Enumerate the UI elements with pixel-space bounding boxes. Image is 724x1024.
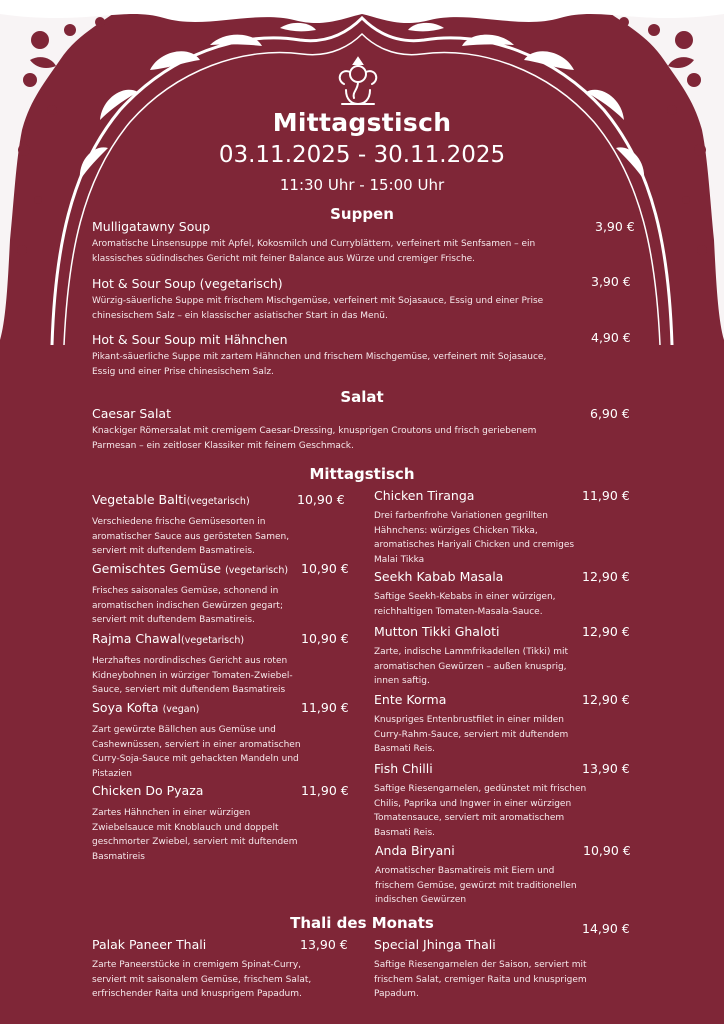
- menu-item: [375, 843, 590, 908]
- item-description: Frisches saisonales Gemüse, schonend in aromatischen indischen Gewürzen gegart; serviert mit duftendem Basmatireis.: [92, 586, 283, 625]
- item-description: Zartes Hähnchen in einer würzigen Zwiebelsauce mit Knoblauch und doppelt geschmorter Zwiebel, serviert mit duftendem Basmatireis: [92, 808, 298, 862]
- item-name: Gemischtes Gemüse (vegetarisch): [92, 561, 289, 576]
- item-price: 6,90 €: [590, 406, 630, 421]
- item-description: Zarte, indische Lammfrikadellen (Tikki) mit aromatischen Gewürzen – außen knusprig, innen saftig.: [374, 647, 569, 686]
- section-title-mittagstisch: Mittagstisch: [309, 465, 415, 483]
- menu-item: [374, 569, 589, 619]
- item-name: Vegetable Balti(vegetarisch): [92, 492, 250, 507]
- opening-hours: 11:30 Uhr - 15:00 Uhr: [279, 176, 445, 194]
- item-price: 3,90 €: [591, 274, 631, 289]
- menu-item: [374, 937, 589, 1002]
- item-price: 11,90 €: [301, 700, 349, 715]
- menu-item: [92, 406, 562, 453]
- menu-item: [92, 937, 312, 1002]
- item-description: Aromatische Linsensuppe mit Apfel, Kokosmilch und Curryblättern, verfeinert mit Senfsamen – ein klassisches südindisches Gericht mit feiner Balance aus Würze und cremiger Frische.: [92, 239, 536, 264]
- section-title-thali: Thali des Monats: [290, 914, 434, 932]
- item-price: 10,90 €: [583, 843, 631, 858]
- menu-item: [92, 276, 562, 323]
- item-price: 12,90 €: [582, 624, 630, 639]
- page-title: Mittagstisch: [272, 108, 452, 137]
- menu-item: [92, 700, 312, 781]
- item-price: 11,90 €: [582, 488, 630, 503]
- item-description: Saftige Riesengarnelen, gedünstet mit frischen Chilis, Paprika und Ingwer in einer würzigen Tomatensauce, serviert mit aromatischem Basmati Reis.: [374, 784, 587, 838]
- item-description: Knuspriges Entenbrustfilet in einer milden Curry-Rahm-Sauce, serviert mit duftendem Basmati Reis.: [374, 715, 569, 754]
- menu-item: [92, 219, 562, 266]
- item-price: 10,90 €: [301, 631, 349, 646]
- item-name: Ente Korma: [374, 692, 447, 707]
- item-description: Pikant-säuerliche Suppe mit zartem Hähnchen und frischem Mischgemüse, verfeinert mit Sojasauce, Essig und einer Prise chinesischem Salz.: [92, 352, 547, 377]
- item-name: Caesar Salat: [92, 406, 171, 421]
- item-description: Zart gewürzte Bällchen aus Gemüse und Cashewnüssen, serviert in einer aromatischen Curry-Soja-Sauce mit gehackten Mandeln und Pistazien: [92, 725, 301, 779]
- item-description: Saftige Riesengarnelen der Saison, serviert mit frischem Salat, cremiger Raita und knusprigem Papadum.: [374, 960, 587, 999]
- item-price: 11,90 €: [301, 783, 349, 798]
- item-name: Hot & Sour Soup (vegetarisch): [92, 276, 283, 291]
- menu-item: [92, 492, 312, 559]
- item-name: Special Jhinga Thali: [374, 937, 496, 952]
- menu-item: [374, 488, 589, 567]
- item-description: Zarte Paneerstücke in cremigem Spinat-Curry, serviert mit saisonalem Gemüse, frischem Salat, erfrischender Raita und knusprigem Papadum.: [92, 960, 312, 999]
- section-title-salat: Salat: [340, 388, 384, 406]
- item-description: Aromatischer Basmatireis mit Eiern und frischem Gemüse, gewürzt mit traditionellen indischen Gewürzen: [375, 866, 577, 905]
- item-name: Chicken Tiranga: [374, 488, 475, 503]
- item-name: Mulligatawny Soup: [92, 219, 211, 234]
- item-price: 10,90 €: [297, 492, 345, 507]
- item-name: Palak Paneer Thali: [92, 937, 207, 952]
- item-price: 12,90 €: [582, 569, 630, 584]
- item-name: Mutton Tikki Ghaloti: [374, 624, 500, 639]
- item-price: 10,90 €: [301, 561, 349, 576]
- item-price: 4,90 €: [591, 330, 631, 345]
- item-name: Hot & Sour Soup mit Hähnchen: [92, 332, 288, 347]
- item-name: Anda Biryani: [375, 843, 455, 858]
- menu-item: [92, 631, 312, 698]
- item-description: Saftige Seekh-Kebabs in einer würzigen, reichhaltigen Tomaten-Masala-Sauce.: [374, 592, 556, 617]
- menu-item: [92, 561, 312, 628]
- menu-item: [92, 332, 562, 379]
- date-range: 03.11.2025 - 30.11.2025: [218, 142, 506, 168]
- item-name: Seekh Kabab Masala: [374, 569, 504, 584]
- item-name: Chicken Do Pyaza: [92, 783, 204, 798]
- menu-item: [374, 624, 589, 689]
- menu-item: [374, 692, 589, 757]
- item-price: 12,90 €: [582, 692, 630, 707]
- ganesha-icon: [332, 54, 384, 108]
- item-description: Würzig-säuerliche Suppe mit frischem Mischgemüse, verfeinert mit Sojasauce, Essig und einer Prise chinesischem Salz – ein klassischer asiatischer Start in das Menü.: [92, 296, 544, 321]
- item-description: Drei farbenfrohe Variationen gegrillten Hähnchens: würziges Chicken Tikka, aromatisches Hariyali Chicken und cremiges Malai Tikka: [374, 511, 575, 565]
- item-price: 13,90 €: [582, 761, 630, 776]
- item-price: 14,90 €: [582, 921, 630, 936]
- menu-item: [374, 761, 589, 840]
- section-title-suppen: Suppen: [330, 205, 394, 223]
- item-price: 13,90 €: [300, 937, 348, 952]
- item-name: Fish Chilli: [374, 761, 433, 776]
- item-description: Herzhaftes nordindisches Gericht aus roten Kidneybohnen in würziger Tomaten-Zwiebel-Sauce, serviert mit duftendem Basmatireis: [92, 656, 293, 695]
- item-description: Verschiedene frische Gemüsesorten in aromatischer Sauce aus gerösteten Samen, serviert mit duftendem Basmatireis.: [92, 517, 290, 556]
- item-price: 3,90 €: [595, 219, 635, 234]
- item-description: Knackiger Römersalat mit cremigem Caesar-Dressing, knusprigen Croutons und frisch geriebenem Parmesan – ein zeitloser Klassiker mit feinem Geschmack.: [92, 426, 537, 451]
- item-name: Rajma Chawal(vegetarisch): [92, 631, 245, 646]
- item-name: Soya Kofta (vegan): [92, 700, 200, 715]
- menu-item: [92, 783, 312, 864]
